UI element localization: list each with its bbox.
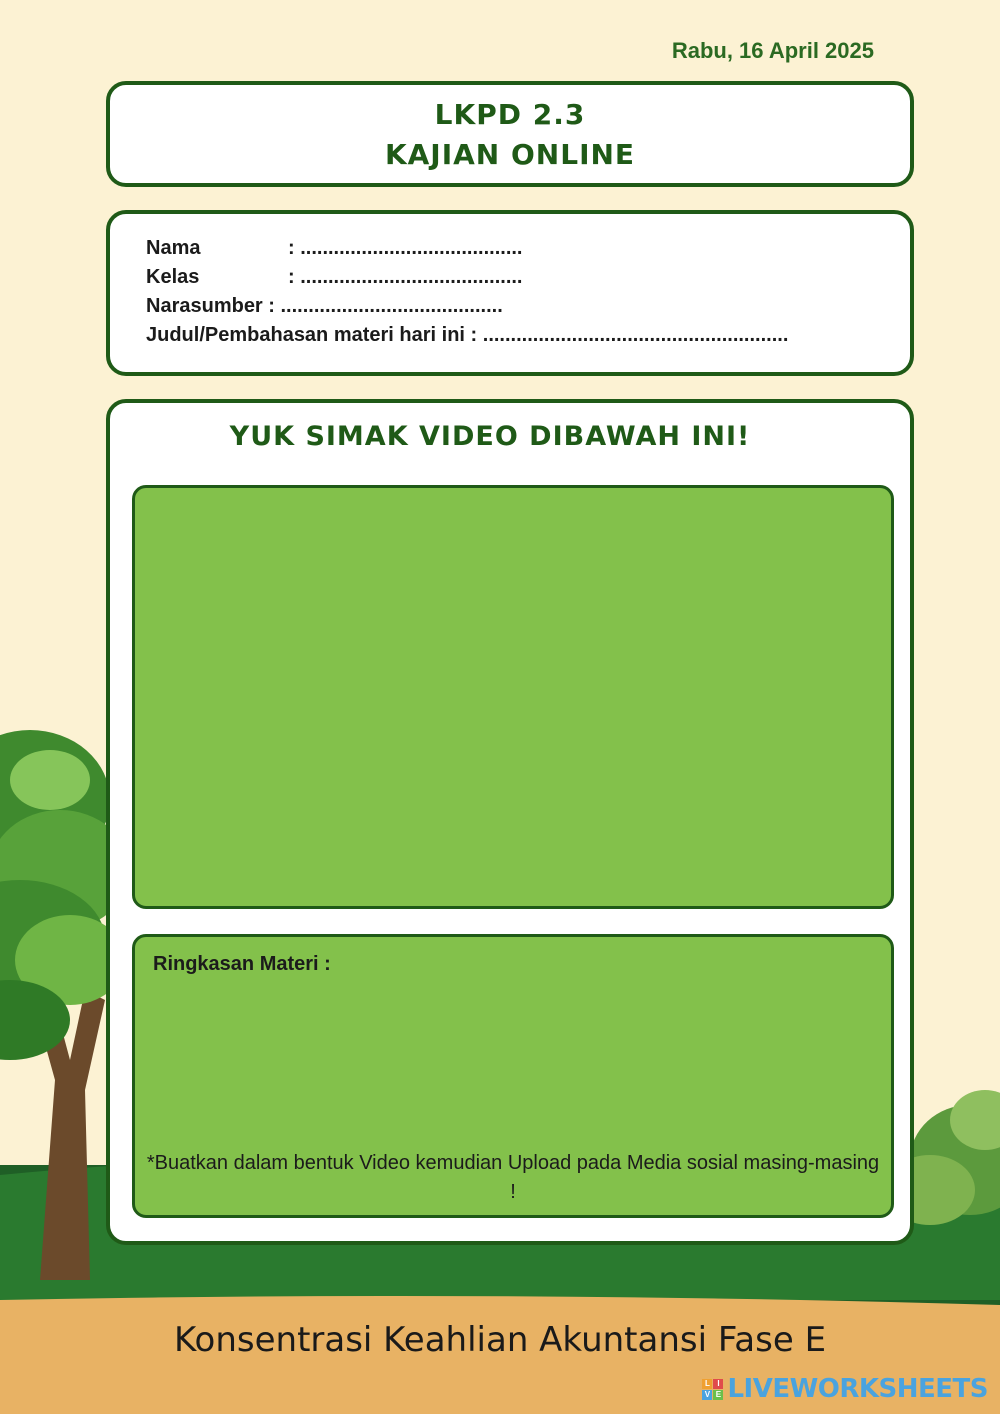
- kelas-label: Kelas: [146, 266, 200, 288]
- kelas-field[interactable]: : ........................................: [288, 266, 523, 288]
- logo-letter-l: L: [702, 1379, 712, 1389]
- worksheet-title: KAJIAN ONLINE: [384, 138, 636, 171]
- main-content-box: [106, 399, 914, 1245]
- logo-letter-i: I: [713, 1379, 723, 1389]
- judul-label: Judul/Pembahasan materi hari ini: [146, 324, 465, 346]
- nama-label: Nama: [146, 237, 201, 259]
- narasumber-label: Narasumber: [146, 295, 263, 317]
- summary-label: Ringkasan Materi :: [153, 953, 331, 975]
- logo-letter-v: V: [702, 1390, 712, 1400]
- summary-note: *Buatkan dalam bentuk Video kemudian Upload pada Media sosial masing-masing !: [146, 1152, 880, 1203]
- title-box: [106, 81, 914, 187]
- video-heading: YUK SIMAK VIDEO DIBAWAH INI!: [229, 421, 751, 452]
- student-info-box: [106, 210, 914, 376]
- date-text: Rabu, 16 April 2025: [671, 38, 874, 63]
- narasumber-field[interactable]: : ........................................: [268, 295, 503, 317]
- logo-letter-e: E: [713, 1390, 723, 1400]
- footer-text: Konsentrasi Keahlian Akuntansi Fase E: [173, 1320, 827, 1360]
- nama-field[interactable]: : ........................................: [288, 237, 523, 259]
- info-row-judul: [146, 321, 910, 350]
- liveworksheets-text: LIVEWORKSHEETS: [727, 1374, 988, 1404]
- info-row-nama: [146, 234, 910, 263]
- summary-area[interactable]: [132, 934, 894, 1218]
- liveworksheets-watermark: [702, 1374, 988, 1404]
- judul-field[interactable]: : .......................................................: [470, 324, 789, 346]
- info-row-narasumber: [146, 292, 910, 321]
- liveworksheets-logo-icon: [702, 1379, 723, 1400]
- video-placeholder[interactable]: [132, 485, 894, 909]
- worksheet-code: LKPD 2.3: [434, 98, 586, 131]
- info-row-kelas: [146, 263, 910, 292]
